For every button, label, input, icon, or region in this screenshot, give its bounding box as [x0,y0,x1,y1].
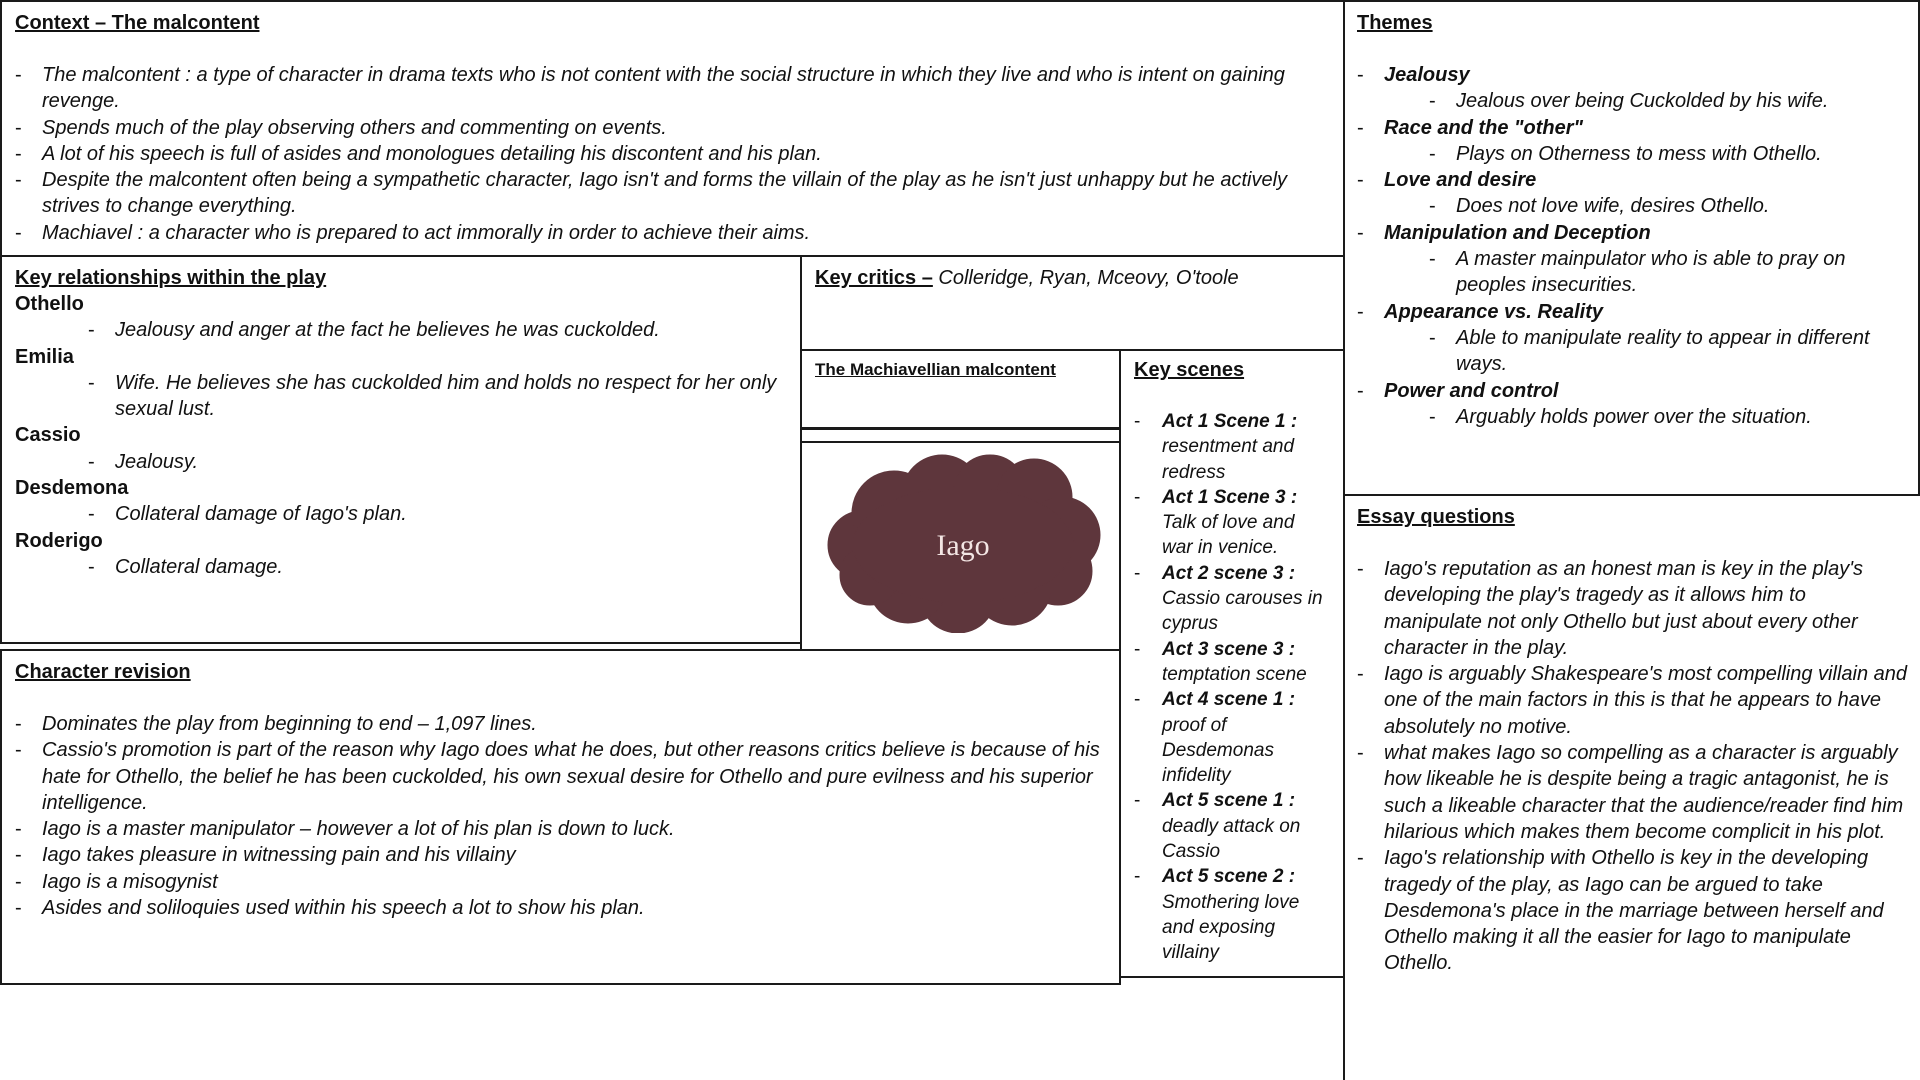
scene-detail: temptation scene [1162,663,1307,685]
relationship-item [15,528,787,581]
theme-item [1357,167,1906,220]
context-malcontent-section [0,0,1345,257]
theme-title: Love and desire [1384,169,1537,192]
revision-item: - Cassio's promotion is part of the reason why Iago does what he does, but other reasons critics believe is because of his hate for Othello, the belief he has been cuckolded, his own sexual desire for Othello and pure evilness and his superior intelligence. [15,737,1106,816]
scene-title: - Act 1 Scene 3 : [1162,486,1298,508]
revision-item: - Dominates the play from beginning to end – 1,097 lines. [15,711,1106,737]
essay-item: - Iago is arguably Shakespeare's most compelling villain and one of the main factors in this is that he appears to have absolutely no motive. [1357,661,1908,740]
scene-title: - Act 2 scene 3 : [1162,562,1296,584]
theme-detail: - A master mainpulator who is able to pray on peoples insecurities. [1429,246,1906,299]
iago-label: Iago [936,529,990,562]
relationship-name: Cassio [15,424,81,447]
scene-detail: Talk of love and war in venice. [1162,512,1295,559]
scene-item [1134,864,1330,965]
scene-detail: Smothering love and exposing villainy [1162,891,1300,964]
relationship-detail: - Collateral damage. [88,554,787,580]
scene-item [1134,409,1330,485]
essay-questions-section [1343,494,1920,1080]
relationship-name: Emilia [15,345,74,368]
key-relationships-section [0,255,802,644]
context-heading: Context – The malcontent [15,12,260,34]
scene-item [1134,637,1330,688]
theme-detail: - Jealous over being Cuckolded by his wife. [1429,88,1906,114]
relationship-item [15,475,787,528]
context-item: - Spends much of the play observing others and commenting on events. [15,115,1330,141]
theme-detail: - Plays on Otherness to mess with Othello. [1429,141,1906,167]
key-scenes-section [1119,349,1345,978]
relationship-item [15,291,787,344]
theme-title: Jealousy [1384,64,1470,86]
revision-list [15,711,1106,921]
revision-heading: Character revision [15,661,191,683]
scene-title: - Act 1 Scene 1 : [1162,411,1298,432]
themes-list [1357,62,1906,430]
relationship-item [15,344,787,423]
cloud-shape [822,453,1104,633]
scene-detail: deadly attack on Cassio [1162,815,1301,863]
scenes-list [1134,409,1330,966]
character-revision-section [0,649,1121,985]
theme-title: Manipulation and Deception [1384,221,1651,244]
relationship-name: Desdemona [15,477,129,500]
relationship-name: Roderigo [15,529,103,552]
scene-item [1134,687,1330,788]
theme-title: Appearance vs. Reality [1384,300,1603,323]
theme-detail: - Arguably holds power over the situation. [1429,404,1906,430]
revision-item: - Iago takes pleasure in witnessing pain and his villainy [15,842,1106,868]
scene-title: - Act 5 scene 1 : [1162,790,1296,812]
theme-title: Race and the "other" [1384,116,1584,139]
theme-title: Power and control [1384,379,1559,402]
theme-item [1357,299,1906,378]
relationship-detail: - Jealousy. [88,449,787,475]
theme-item [1357,115,1906,168]
relationships-heading: Key relationships within the play [15,267,327,289]
relationship-detail: - Collateral damage of Iago's plan. [88,501,787,527]
context-item: - The malcontent : a type of character in drama texts who is not content with the social structure in which they live and who is intent on gaining revenge. [15,62,1330,115]
scene-item [1134,485,1330,561]
relationship-detail: - Wife. He believes she has cuckolded him and holds no respect for her only sexual lust. [88,370,787,423]
key-critics-section [800,255,1345,351]
critics-heading: Key critics – [815,267,933,289]
theme-item [1357,378,1906,431]
relationship-detail: - Jealousy and anger at the fact he believes he was cuckolded. [88,317,787,343]
machiavellian-heading: The Machiavellian malcontent [815,360,1056,379]
revision-item: - Iago is a master manipulator – however a lot of his plan is down to luck. [15,816,1106,842]
scene-detail: Cassio carouses in cyprus [1162,588,1323,635]
theme-detail: - Does not love wife, desires Othello. [1429,193,1906,219]
essay-item: - Iago's reputation as an honest man is key in the play's developing the play's tragedy as it allows him to manipulate not only Othello but just about every other character in the play. [1357,556,1908,661]
scene-title: - Act 5 scene 2 : [1162,866,1296,888]
essay-item: - what makes Iago so compelling as a character is arguably how likeable he is despite being a tragic antagonist, he is such a likeable character that the audience/reader find him hilarious which makes them become complicit in his plot. [1357,740,1908,845]
scene-title: - Act 4 scene 1 : [1162,689,1296,711]
context-item: - Despite the malcontent often being a sympathetic character, Iago isn't and forms the villain of the play as he isn't just unhappy but he actively strives to change everything. [15,167,1330,220]
scene-title: - Act 3 scene 3 : [1162,638,1296,660]
iago-cloud-box [800,441,1121,651]
themes-section [1343,0,1920,496]
scene-item [1134,788,1330,864]
context-item: - Machiavel : a character who is prepared to act immorally in order to achieve their aims. [15,220,1330,246]
context-item: - A lot of his speech is full of asides and monologues detailing his discontent and his plan. [15,141,1330,167]
revision-item: - Asides and soliloquies used within his speech a lot to show his plan. [15,895,1106,921]
relationship-name: Othello [15,293,84,315]
critics-list: Colleridge, Ryan, Mceovy, O'toole [932,267,1239,289]
context-list [15,62,1330,246]
scene-item [1134,561,1330,637]
essay-heading: Essay questions [1357,506,1515,528]
scene-detail: resentment and redress [1162,436,1295,483]
essay-list [1357,556,1908,977]
theme-detail: - Able to manipulate reality to appear in different ways. [1429,325,1906,378]
scene-detail: proof of Desdemonas infidelity [1162,714,1274,787]
scenes-heading: Key scenes [1134,359,1245,381]
machiavellian-section [800,349,1121,429]
theme-item [1357,220,1906,299]
essay-item: - Iago's relationship with Othello is key in the developing tragedy of the play, as Iago can be argued to take Desdemona's place in the marriage between herself and Othello making it all the easier for Iago to manipulate Othello. [1357,845,1908,976]
themes-heading: Themes [1357,12,1433,34]
revision-item: - Iago is a misogynist [15,869,1106,895]
theme-item [1357,62,1906,115]
relationship-item [15,422,787,475]
